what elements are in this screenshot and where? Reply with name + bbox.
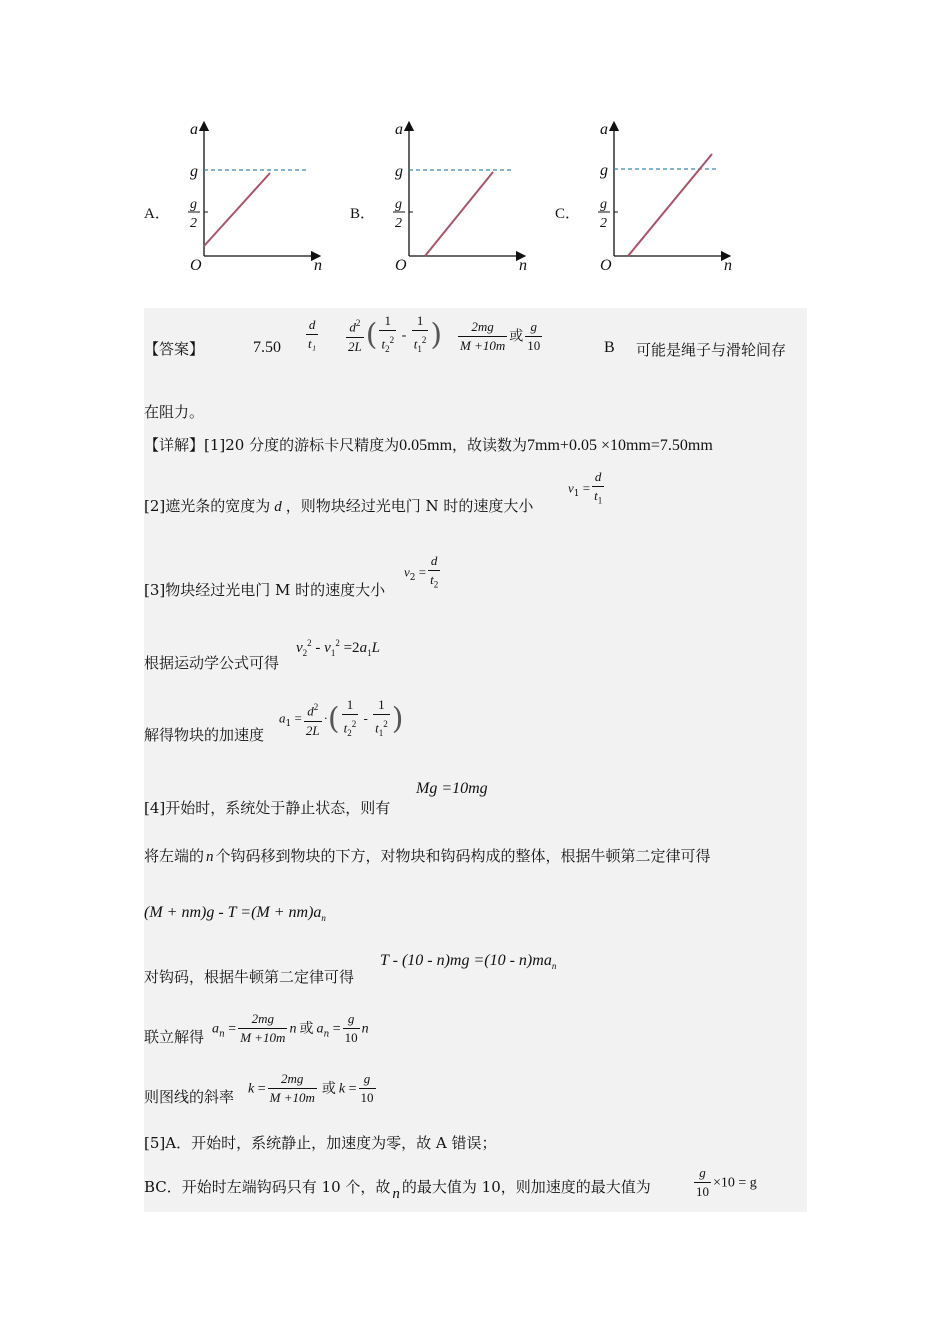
option-b-label: B．	[350, 206, 376, 222]
answer-line	[144, 338, 204, 359]
hook-formula: $T - (10 - n)mg =(10 - n)ma_n$	[380, 952, 557, 972]
g-label: g	[600, 162, 608, 179]
graph-b	[383, 118, 543, 278]
half-g-num: g	[600, 197, 607, 212]
equilibrium-formula: Mg =10mg	[416, 780, 488, 797]
answer-value-5: B	[604, 339, 615, 356]
g-label: g	[190, 163, 198, 180]
answer-value-1: 7.50	[253, 339, 281, 356]
an-formula: $a_n$ = $\frac{2mg}{M +10m}$ n 或 $a_n$ = $\frac{g}{10}$ n	[212, 1011, 369, 1045]
y-axis-label: a	[395, 121, 403, 138]
v1-formula: $v_1$ = $\frac{d}{t_1}$	[568, 469, 603, 506]
answer-value-3: $\frac{d^2}{2L}$ ( $\frac{1}{t_2^2}$ - $\frac{1}{t_1^2}$ )	[348, 313, 443, 354]
half-g-den: 2	[190, 216, 197, 231]
answer-value-2: $\frac{d}{\text{t₁}}$	[308, 317, 317, 351]
detail-line-11: 则图线的斜率	[144, 1088, 235, 1106]
graph-a	[178, 118, 338, 278]
half-g-num: g	[395, 197, 402, 212]
option-a-label: A．	[144, 206, 170, 222]
max-accel-formula: $\frac{g}{10}$ ×10 = g	[696, 1165, 757, 1199]
answer-reason-1: 可能是绳子与滑轮间存	[636, 341, 787, 359]
graph-line	[204, 173, 270, 246]
answer-reason-2: 在阻力。	[144, 403, 205, 421]
solution-panel	[144, 308, 807, 1212]
detail-line-5: 解得物块的加速度	[144, 726, 265, 744]
option-c-label: C．	[555, 206, 581, 222]
slope-formula: k = $\frac{2mg}{M +10m}$ 或 k = $\frac{g}{10}$	[248, 1071, 374, 1105]
detail-line-8: $(M + nm)g - T =(M + nm)a_n$	[144, 904, 326, 924]
a1-formula: $a_1$ = $\frac{d^2}{2L}$ ·( $\frac{1}{t_2^2}$ - $\frac{1}{t_1^2}$ )	[279, 697, 404, 738]
x-axis-label: n	[314, 257, 322, 274]
detail-line-10: 联立解得	[144, 1028, 205, 1046]
origin-label: O	[395, 257, 407, 274]
detail-line-2: [2]遮光条的宽度为 d ，则物块经过光电门 N 时的速度大小	[144, 497, 534, 515]
y-axis-label: a	[600, 121, 608, 138]
y-axis-label: a	[190, 121, 198, 138]
detail-line-7: 将左端的 n 个钩码移到物块的下方，对物块和钩码构成的整体，根据牛顿第二定律可得	[144, 847, 711, 865]
detail-line-9: 对钩码，根据牛顿第二定律可得	[144, 968, 355, 986]
x-axis-label: n	[724, 257, 732, 274]
half-g-num: g	[190, 197, 197, 212]
detail-line-1: 【详解】[1]20 分度的游标卡尺精度为0.05mm，故读数为7mm+0.05 ×10mm=7.50mm	[144, 436, 713, 454]
half-g-den: 2	[600, 216, 607, 231]
origin-label: O	[600, 257, 612, 274]
detail-line-3: [3]物块经过光电门 M 时的速度大小	[144, 581, 386, 599]
detail-line-6: [4]开始时，系统处于静止状态，则有	[144, 799, 391, 817]
x-axis-label: n	[519, 257, 527, 274]
half-g-den: 2	[395, 216, 402, 231]
answer-value-4: $\frac{2mg}{M +10m}$ 或 $\frac{g}{10}$	[460, 319, 541, 353]
answer-tag: 【答案】	[144, 340, 205, 358]
origin-label: O	[190, 257, 202, 274]
detail-line-13: BC．开始时左端钩码只有 10 个，故 n 的最大值为 10，则加速度的最大值为	[144, 1178, 651, 1202]
graph-line	[425, 172, 493, 256]
g-label: g	[395, 163, 403, 180]
v2-formula: $v_2$ = $\frac{d}{t_2}$	[404, 553, 439, 590]
detail-line-12: [5]A．开始时，系统静止，加速度为零，故 A 错误；	[144, 1134, 497, 1152]
detail-line-4: 根据运动学公式可得	[144, 654, 280, 672]
graph-c	[588, 118, 748, 278]
kinematics-formula: $v_2^2 - v_1^2 =2a_1L$	[296, 638, 380, 658]
